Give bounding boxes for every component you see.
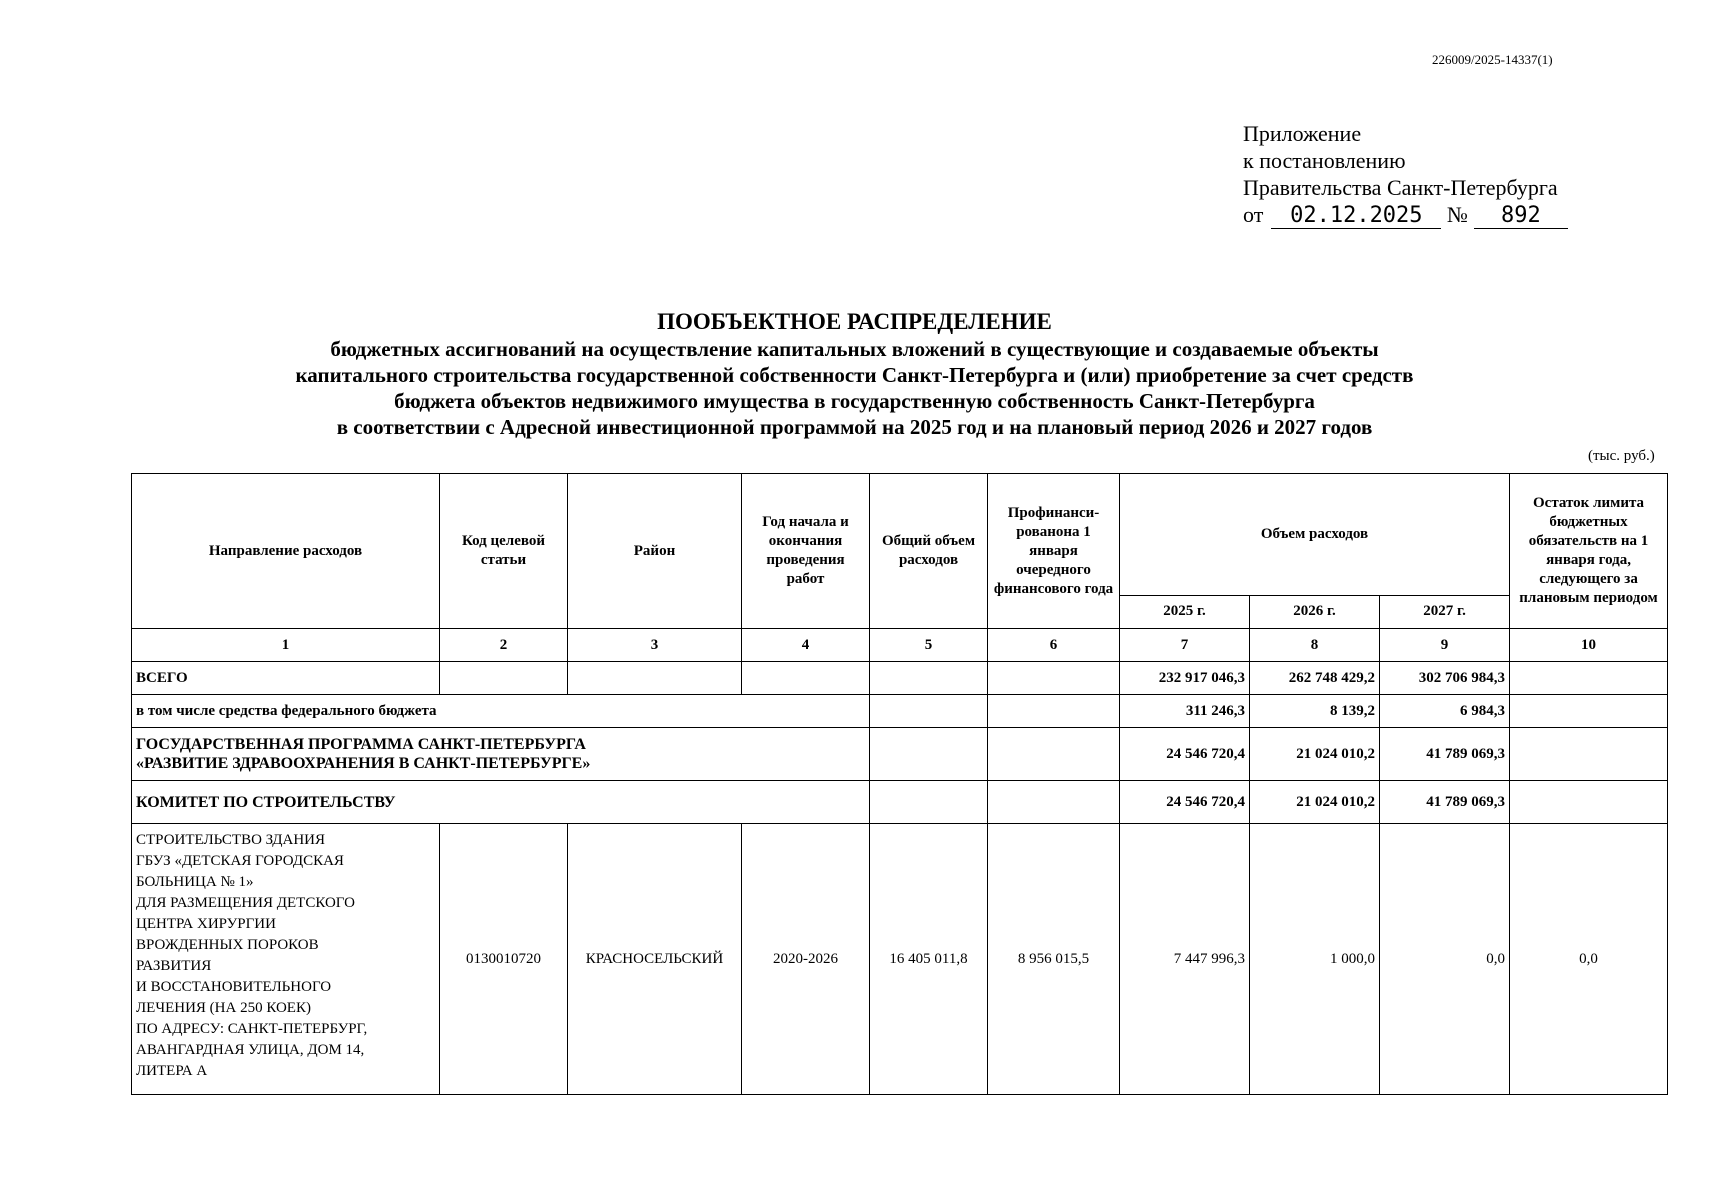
- appendix-line: к постановлению: [1243, 148, 1406, 173]
- column-number-row: [132, 629, 1668, 662]
- header-financed: Профинанси-рованона 1 января очередного финансового года: [988, 474, 1120, 629]
- empty-cell: [870, 662, 988, 695]
- allocation-table: [131, 473, 1668, 1095]
- document-title: [0, 307, 1709, 440]
- resolution-number: 892: [1474, 204, 1568, 229]
- object-2025: 7 447 996,3: [1120, 824, 1250, 1095]
- federal-2027: 6 984,3: [1380, 695, 1510, 728]
- object-years: 2020-2026: [742, 824, 870, 1095]
- object-description: [132, 824, 440, 1095]
- empty-cell: [988, 695, 1120, 728]
- header-code: Код целевой статьи: [440, 474, 568, 629]
- committee-2026: 21 024 010,2: [1250, 781, 1380, 824]
- object-2027: 0,0: [1380, 824, 1510, 1095]
- object-2026: 1 000,0: [1250, 824, 1380, 1095]
- column-number: 8: [1250, 629, 1380, 662]
- federal-2025: 311 246,3: [1120, 695, 1250, 728]
- object-line: ЦЕНТРА ХИРУРГИИ: [136, 916, 276, 932]
- title-main: ПООБЪЕКТНОЕ РАСПРЕДЕЛЕНИЕ: [657, 309, 1052, 334]
- table-row-program: [132, 728, 1668, 781]
- empty-cell: [1510, 662, 1668, 695]
- object-line: ПО АДРЕСУ: САНКТ-ПЕТЕРБУРГ,: [136, 1021, 368, 1037]
- object-remainder: 0,0: [1510, 824, 1668, 1095]
- empty-cell: [1510, 728, 1668, 781]
- header-2025: 2025 г.: [1120, 595, 1250, 628]
- header-total: Общий объем расходов: [870, 474, 988, 629]
- object-line: РАЗВИТИЯ: [136, 958, 212, 974]
- empty-cell: [870, 781, 988, 824]
- column-number: 1: [132, 629, 440, 662]
- total-2027: 302 706 984,3: [1380, 662, 1510, 695]
- object-district: КРАСНОСЕЛЬСКИЙ: [568, 824, 742, 1095]
- header-district: Район: [568, 474, 742, 629]
- empty-cell: [1510, 695, 1668, 728]
- object-line: ДЛЯ РАЗМЕЩЕНИЯ ДЕТСКОГО: [136, 895, 355, 911]
- document-number: 226009/2025-14337(1): [1432, 52, 1553, 67]
- header-years: Год начала и окончания проведения работ: [742, 474, 870, 629]
- empty-cell: [870, 728, 988, 781]
- header-volume: Объем расходов: [1120, 474, 1510, 596]
- units-label: (тыс. руб.): [1588, 448, 1655, 464]
- title-line: в соответствии с Адресной инвестиционной программой на 2025 год и на плановый период 2026 и 2027 годов: [336, 415, 1373, 439]
- header-direction: Направление расходов: [132, 474, 440, 629]
- appendix-line: Приложение: [1243, 121, 1362, 146]
- object-line: БОЛЬНИЦА № 1»: [136, 874, 254, 890]
- program-label-line: «РАЗВИТИЕ ЗДРАВООХРАНЕНИЯ В САНКТ-ПЕТЕРБУРГЕ»: [136, 755, 591, 772]
- resolution-date-line: [1243, 201, 1568, 229]
- empty-cell: [742, 662, 870, 695]
- program-2026: 21 024 010,2: [1250, 728, 1380, 781]
- object-line: ВРОЖДЕННЫХ ПОРОКОВ: [136, 937, 319, 953]
- appendix-line: Правительства Санкт-Петербурга: [1243, 175, 1558, 200]
- empty-cell: [568, 662, 742, 695]
- column-number: 10: [1510, 629, 1668, 662]
- object-total: 16 405 011,8: [870, 824, 988, 1095]
- appendix-block: [1243, 120, 1568, 229]
- empty-cell: [1510, 781, 1668, 824]
- column-number: 2: [440, 629, 568, 662]
- title-line: бюджета объектов недвижимого имущества в государственную собственность Санкт-Петербурга: [394, 389, 1315, 413]
- program-label-line: ГОСУДАРСТВЕННАЯ ПРОГРАММА САНКТ-ПЕТЕРБУРГА: [136, 736, 586, 753]
- table-row-committee: [132, 781, 1668, 824]
- column-number: 7: [1120, 629, 1250, 662]
- empty-cell: [988, 728, 1120, 781]
- column-number: 3: [568, 629, 742, 662]
- table-row-object: [132, 824, 1668, 1095]
- title-line: бюджетных ассигнований на осуществление капитальных вложений в существующие и создаваемые объекты: [330, 337, 1379, 361]
- object-line: ГБУЗ «ДЕТСКАЯ ГОРОДСКАЯ: [136, 853, 344, 869]
- total-label: ВСЕГО: [132, 662, 440, 695]
- program-label: [132, 728, 870, 781]
- header-2026: 2026 г.: [1250, 595, 1380, 628]
- program-2025: 24 546 720,4: [1120, 728, 1250, 781]
- table-row-total: [132, 662, 1668, 695]
- column-number: 5: [870, 629, 988, 662]
- total-2025: 232 917 046,3: [1120, 662, 1250, 695]
- committee-2025: 24 546 720,4: [1120, 781, 1250, 824]
- object-line: АВАНГАРДНАЯ УЛИЦА, ДОМ 14,: [136, 1042, 365, 1058]
- empty-cell: [988, 781, 1120, 824]
- committee-2027: 41 789 069,3: [1380, 781, 1510, 824]
- program-2027: 41 789 069,3: [1380, 728, 1510, 781]
- object-line: СТРОИТЕЛЬСТВО ЗДАНИЯ: [136, 832, 325, 848]
- table-row-federal: [132, 695, 1668, 728]
- object-financed: 8 956 015,5: [988, 824, 1120, 1095]
- header-remainder: Остаток лимита бюджетных обязательств на 1 января года, следующего за плановым периодом: [1510, 474, 1668, 629]
- column-number: 9: [1380, 629, 1510, 662]
- number-label: №: [1446, 202, 1468, 227]
- column-number: 6: [988, 629, 1120, 662]
- empty-cell: [440, 662, 568, 695]
- federal-label: в том числе средства федерального бюджета: [132, 695, 870, 728]
- title-line: капитального строительства государственной собственности Санкт-Петербурга и (или) приобретение за счет средств: [295, 363, 1414, 387]
- empty-cell: [988, 662, 1120, 695]
- object-line: ЛЕЧЕНИЯ (НА 250 КОЕК): [136, 1000, 311, 1016]
- committee-label: КОМИТЕТ ПО СТРОИТЕЛЬСТВУ: [132, 781, 870, 824]
- header-2027: 2027 г.: [1380, 595, 1510, 628]
- column-number: 4: [742, 629, 870, 662]
- object-line: И ВОССТАНОВИТЕЛЬНОГО: [136, 979, 332, 995]
- object-line: ЛИТЕРА А: [136, 1063, 208, 1079]
- empty-cell: [870, 695, 988, 728]
- object-code: 0130010720: [440, 824, 568, 1095]
- federal-2026: 8 139,2: [1250, 695, 1380, 728]
- from-label: от: [1243, 202, 1264, 227]
- total-2026: 262 748 429,2: [1250, 662, 1380, 695]
- header-row: [132, 474, 1668, 596]
- resolution-date: 02.12.2025: [1271, 204, 1441, 229]
